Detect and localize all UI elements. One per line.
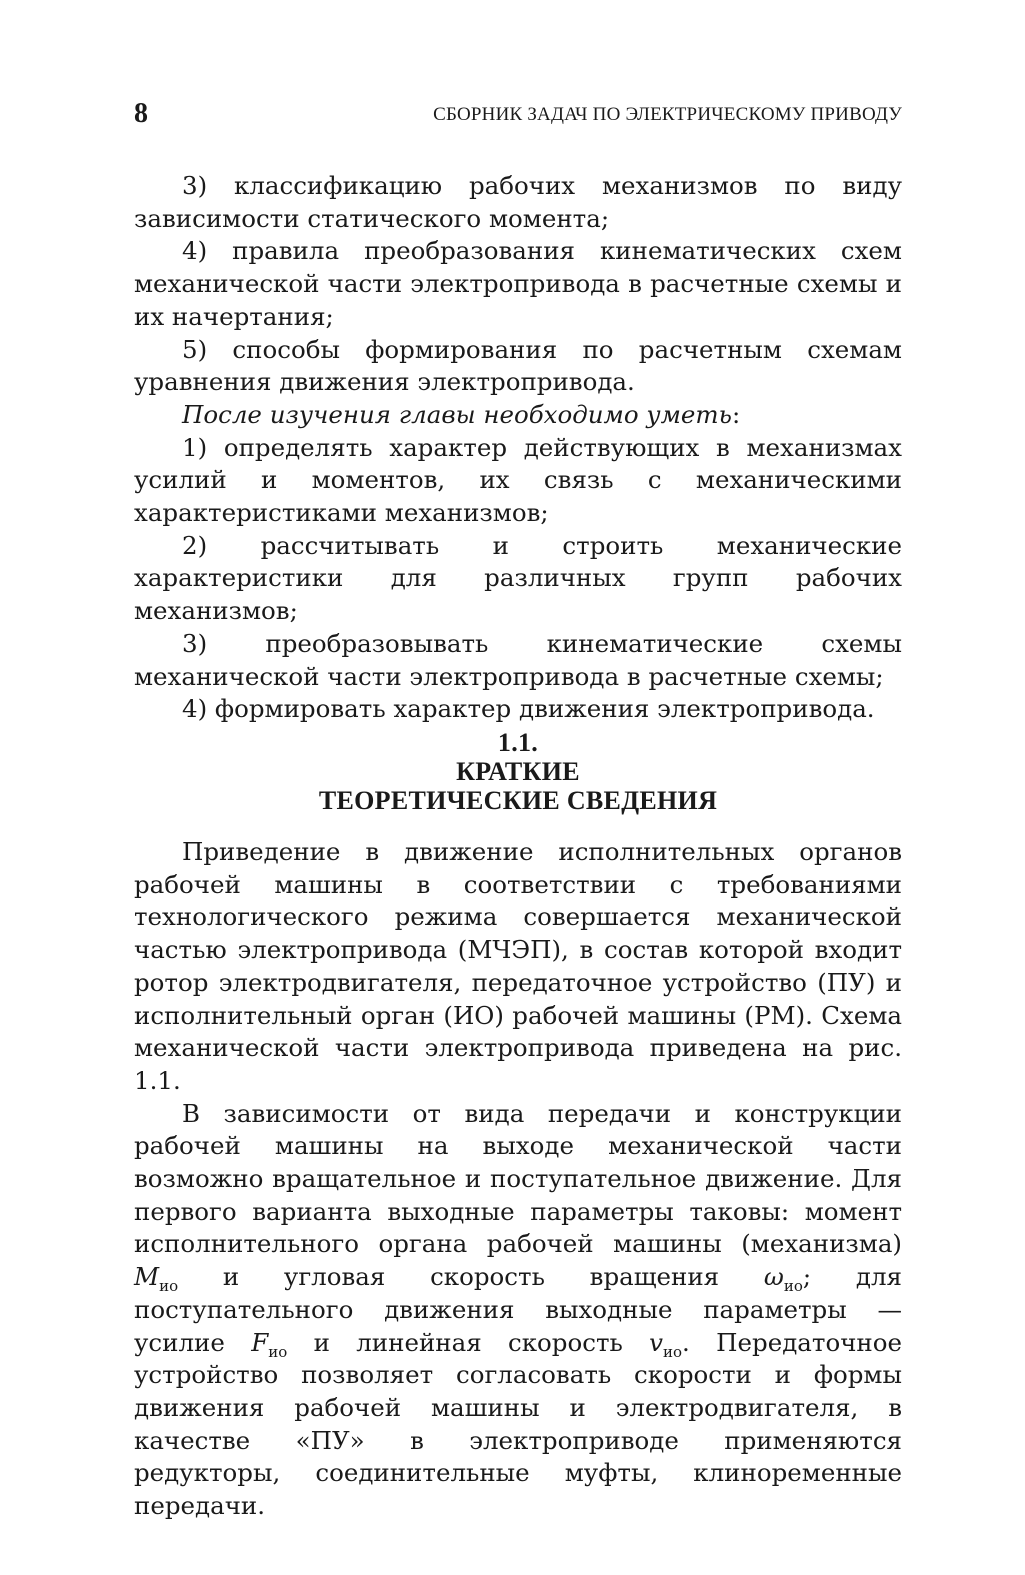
- body-paragraph: В зависимости от вида передачи и конструкции рабочей машины на выходе механической части возможно вращательное и поступательное движение. Для первого варианта выходные параметры таковы: момент исполнительного органа рабочей машины (механизма) $M_{ио}$ и угловая скорость вращения $\omega_{ио}$; для поступательного движения выходные параметры — усилие $F_{ио}$ и линейная скорость $v_{ио}$. Передаточное устройство позволяет согласовать скорости и формы движения рабочей машины и электродвигателя, в качестве «ПУ» в электроприводе применяются редукторы, соединительные муфты, клиноременные передачи.: [134, 1098, 902, 1521]
- list-item: 2) рассчитывать и строить механические характеристики для различных групп рабочих механизмов;: [134, 530, 902, 626]
- skills-lead: [134, 399, 902, 432]
- section-title-line-2: ТЕОРЕТИЧЕСКИЕ СВЕДЕНИЯ: [318, 786, 718, 815]
- symbol-omega: ω: [763, 1262, 784, 1292]
- list-item: 4) формировать характер движения электропривода.: [182, 694, 875, 724]
- skills-lead-italic: После изучения главы необходимо уметь: [182, 399, 732, 429]
- skills-lead-colon: :: [732, 399, 741, 429]
- subscript-io: ио: [159, 1277, 179, 1296]
- page-header: [134, 97, 902, 133]
- section-heading: [134, 728, 902, 815]
- section-title-line-1: КРАТКИЕ: [456, 757, 580, 786]
- subscript-io: ио: [268, 1342, 288, 1361]
- symbol-v: v: [649, 1327, 664, 1357]
- list-item: 5) способы формирования по расчетным схемам уравнения движения электропривода.: [134, 334, 902, 397]
- list-item: 1) определять характер действующих в механизмах усилий и моментов, их связь с механическими характеристиками механизмов;: [134, 432, 902, 528]
- page-number: 8: [134, 98, 148, 129]
- section-body-text: [134, 836, 902, 1523]
- list-item: 4) правила преобразования кинематических схем механической части электропривода в расчетные схемы и их начертания;: [134, 236, 902, 331]
- running-title: СБОРНИК ЗАДАЧ ПО ЭЛЕКТРИЧЕСКОМУ ПРИВОДУ: [433, 104, 902, 125]
- section-number: 1.1.: [497, 728, 539, 757]
- subscript-io: ио: [663, 1342, 683, 1361]
- chapter-goals-text: [134, 170, 902, 726]
- body-paragraph: Приведение в движение исполнительных органов рабочей машины в соответствии с требованиями технологического режима совершается механической частью электропривода (МЧЭП), в состав которой входит ротор электродвигателя, передаточное устройство (ПУ) и исполнительный орган (ИО) рабочей машины (РМ). Схема механической части электропривода приведена на рис. 1.1.: [134, 837, 902, 1095]
- symbol-F: F: [251, 1327, 269, 1357]
- list-item: 3) классификацию рабочих механизмов по виду зависимости статического момента;: [134, 171, 902, 233]
- list-item: 3) преобразовывать кинематические схемы механической части электропривода в расчетные схемы;: [134, 628, 902, 691]
- symbol-M: M: [134, 1262, 160, 1292]
- subscript-io: ио: [783, 1277, 803, 1296]
